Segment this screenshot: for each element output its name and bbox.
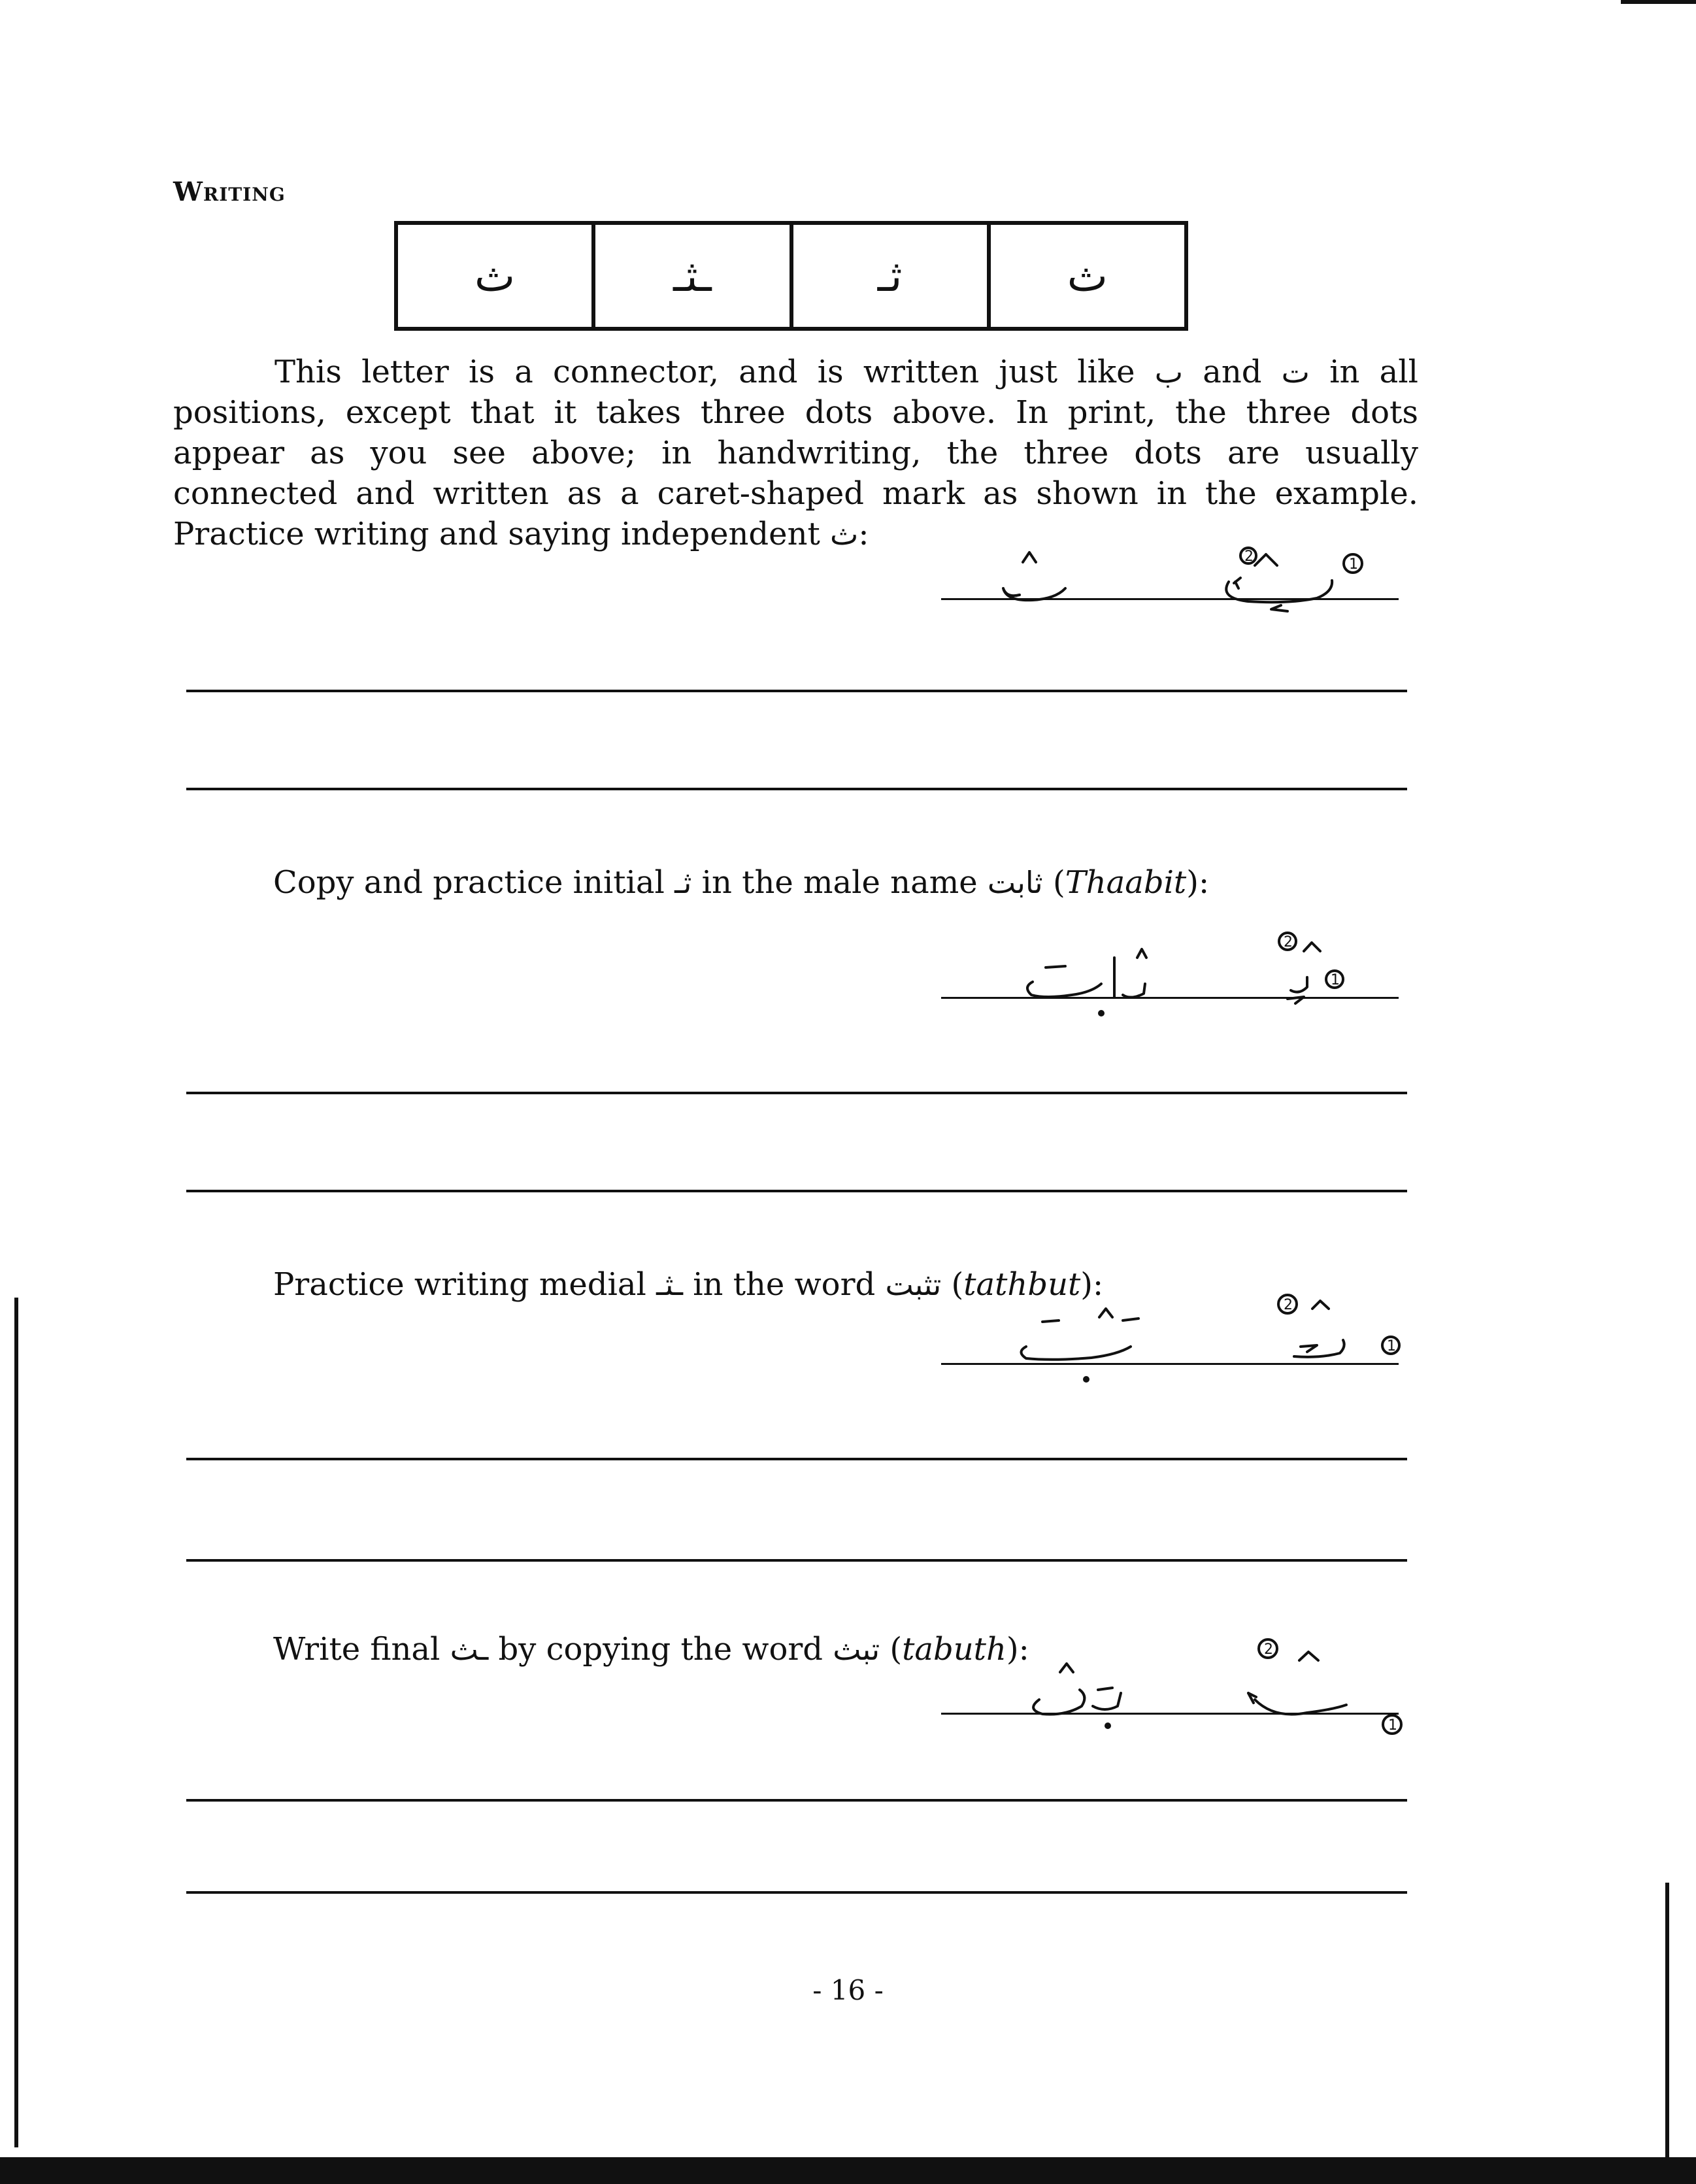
scan-left-edge (14, 1298, 18, 2147)
prompt-word: ثابت (987, 865, 1043, 900)
page-number: - 16 - (812, 1974, 884, 2006)
handwritten-example-medial (941, 1281, 1412, 1386)
prompt-letter: ثـ (674, 865, 692, 900)
practice-line[interactable] (186, 1190, 1407, 1192)
intro-and: and (1203, 354, 1262, 390)
handwritten-example-initial (941, 922, 1412, 1026)
practice-line[interactable] (186, 1458, 1407, 1460)
prompt-text: Write final (273, 1631, 441, 1668)
handwritten-example-final (941, 1628, 1412, 1739)
form-medial: ـثـ (593, 223, 791, 329)
stroke-number-2: 2 (1244, 548, 1254, 565)
prompt-text: by copying the word (498, 1631, 823, 1668)
intro-text-2: in all positions, (173, 354, 1418, 431)
instruction-initial: Copy and practice initial ثـ in the male name ثابت (Thaabit): (273, 864, 1210, 901)
prompt-word: تثبت (885, 1267, 942, 1302)
instruction-final: Write final ـث by copying the word تبث (tabuth): (273, 1631, 1029, 1668)
practice-line[interactable] (186, 788, 1407, 790)
prompt-transliteration: tathbut (963, 1266, 1081, 1303)
stroke-number-1: 1 (1349, 556, 1358, 573)
letter-forms-table (394, 221, 1188, 331)
letter-ta: ت (1281, 354, 1310, 390)
section-heading: Writing (173, 176, 286, 207)
prompt-transliteration: tabuth (902, 1631, 1006, 1668)
prompt-text: in the male name (701, 864, 978, 901)
scan-bottom-border (0, 2157, 1696, 2184)
stroke-number-2: 2 (1284, 1297, 1293, 1313)
prompt-letter: ـث (450, 1632, 489, 1667)
handwritten-example-independent (941, 536, 1412, 628)
practice-line[interactable] (186, 1559, 1407, 1562)
prompt-letter: ـثـ (656, 1267, 683, 1302)
intro-colon: : (858, 516, 869, 552)
letter-tha: ث (830, 516, 859, 552)
stroke-number-1: 1 (1331, 972, 1340, 988)
intro-paragraph (173, 352, 1418, 554)
intro-text-3: except that it takes three dots above. In print, the three dots appear as you see above; in handwriting, the three dots are usually connected and written as a caret-shaped mark as shown in the example. Practice writing and saying independent (173, 394, 1418, 552)
prompt-transliteration: Thaabit (1065, 864, 1187, 901)
top-edge-mark (1621, 0, 1696, 4)
practice-line[interactable] (186, 1891, 1407, 1894)
scan-right-edge (1665, 1883, 1669, 2157)
letter-ba: ب (1154, 354, 1183, 390)
stroke-number-2: 2 (1284, 934, 1293, 950)
prompt-text: Practice writing medial (273, 1266, 646, 1303)
stroke-number-2: 2 (1264, 1641, 1273, 1658)
form-initial: ثـ (791, 223, 989, 329)
prompt-text: in the word (693, 1266, 876, 1303)
stroke-number-1: 1 (1387, 1338, 1396, 1354)
prompt-colon: : (1018, 1631, 1029, 1668)
practice-line[interactable] (186, 1092, 1407, 1094)
prompt-word: تبث (833, 1632, 880, 1667)
form-independent: ث (989, 223, 1186, 329)
stroke-number-1: 1 (1388, 1717, 1397, 1734)
intro-text-1: This letter is a connector, and is written just like (274, 354, 1135, 390)
instruction-medial: Practice writing medial ـثـ in the word تثبت (tathbut): (273, 1266, 1104, 1303)
practice-line[interactable] (186, 1799, 1407, 1802)
prompt-colon: : (1093, 1266, 1104, 1303)
form-final: ث (396, 223, 593, 329)
prompt-colon: : (1198, 864, 1210, 901)
practice-line[interactable] (186, 690, 1407, 692)
prompt-text: Copy and practice initial (273, 864, 665, 901)
